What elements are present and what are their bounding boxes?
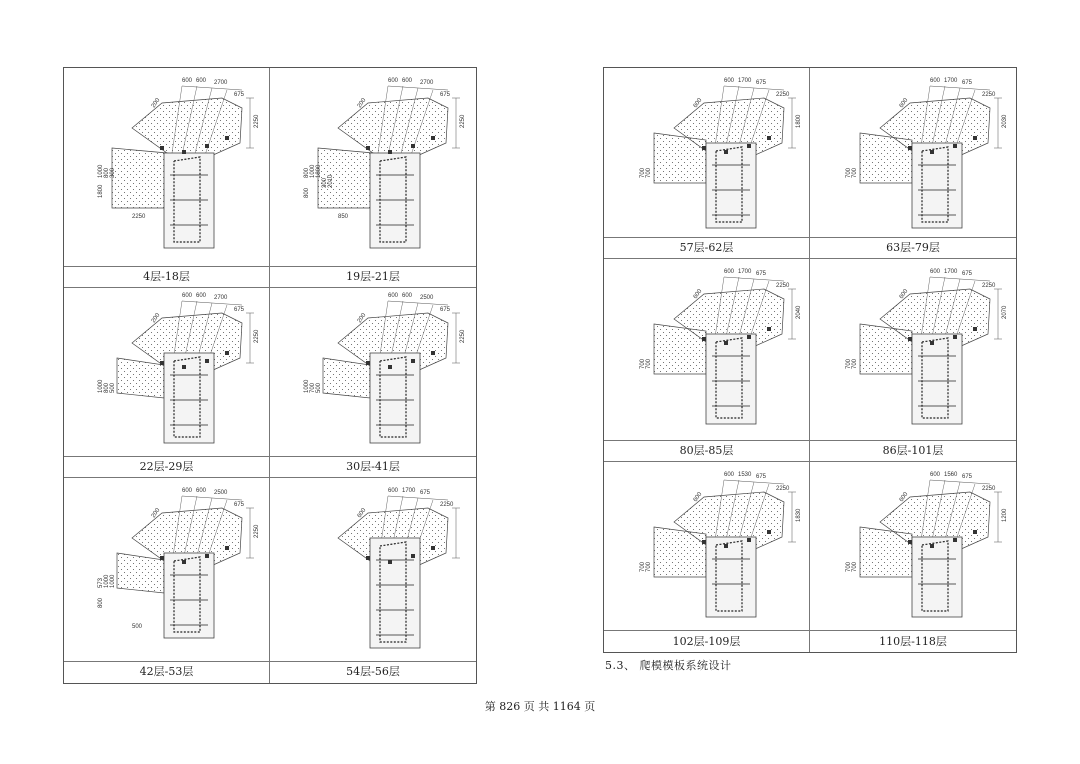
svg-text:1530: 1530 xyxy=(738,472,752,478)
svg-text:600: 600 xyxy=(182,293,193,299)
svg-text:700: 700 xyxy=(852,167,858,178)
svg-text:675: 675 xyxy=(962,474,973,480)
svg-text:700: 700 xyxy=(846,358,852,369)
svg-text:200: 200 xyxy=(150,312,162,325)
floor-plan-drawing xyxy=(810,68,1016,237)
svg-text:700: 700 xyxy=(646,561,652,572)
svg-text:600: 600 xyxy=(724,269,735,275)
svg-text:500: 500 xyxy=(110,382,116,393)
svg-text:800: 800 xyxy=(104,167,110,178)
svg-text:800: 800 xyxy=(104,382,110,393)
svg-text:1000: 1000 xyxy=(98,164,104,178)
svg-text:1800: 1800 xyxy=(316,164,322,178)
svg-text:1000: 1000 xyxy=(104,574,110,588)
svg-text:600: 600 xyxy=(724,472,735,478)
svg-text:800: 800 xyxy=(98,597,104,608)
left-table-divider xyxy=(64,266,476,267)
svg-text:2700: 2700 xyxy=(214,80,228,86)
svg-text:2010: 2010 xyxy=(328,174,334,188)
svg-text:675: 675 xyxy=(962,80,973,86)
svg-text:2250: 2250 xyxy=(254,524,260,538)
svg-text:600: 600 xyxy=(898,491,910,504)
floor-plan-drawing xyxy=(604,68,809,237)
svg-text:600: 600 xyxy=(898,97,910,110)
svg-text:700: 700 xyxy=(646,167,652,178)
floor-plan-drawing xyxy=(604,259,809,440)
svg-text:1800: 1800 xyxy=(98,184,104,198)
svg-text:2250: 2250 xyxy=(982,486,996,492)
svg-text:2250: 2250 xyxy=(460,329,466,343)
svg-text:675: 675 xyxy=(440,307,451,313)
svg-text:1700: 1700 xyxy=(944,269,958,275)
svg-text:1830: 1830 xyxy=(796,508,802,522)
svg-text:200: 200 xyxy=(356,97,368,110)
page-footer: 第 826 页 共 1164 页 xyxy=(484,700,596,713)
drawing-caption: 19层-21层 xyxy=(346,270,400,283)
svg-text:600: 600 xyxy=(182,488,193,494)
svg-text:1560: 1560 xyxy=(944,472,958,478)
svg-text:600: 600 xyxy=(930,472,941,478)
svg-text:2700: 2700 xyxy=(214,295,228,301)
svg-text:2250: 2250 xyxy=(982,92,996,98)
svg-text:675: 675 xyxy=(234,502,245,508)
svg-text:200: 200 xyxy=(150,97,162,110)
svg-text:600: 600 xyxy=(402,293,413,299)
svg-text:600: 600 xyxy=(196,293,207,299)
svg-text:850: 850 xyxy=(338,214,349,220)
svg-text:600: 600 xyxy=(388,293,399,299)
floor-plan-drawing xyxy=(64,288,269,456)
svg-text:2500: 2500 xyxy=(214,490,228,496)
svg-text:600: 600 xyxy=(692,288,704,301)
svg-text:700: 700 xyxy=(646,358,652,369)
drawing-caption: 80层-85层 xyxy=(679,444,734,457)
floor-plan-drawing xyxy=(270,68,476,266)
left-table-divider xyxy=(64,661,476,662)
svg-text:1000: 1000 xyxy=(110,574,116,588)
svg-text:700: 700 xyxy=(310,382,316,393)
svg-text:2250: 2250 xyxy=(982,283,996,289)
svg-text:1000: 1000 xyxy=(98,379,104,393)
svg-text:200: 200 xyxy=(150,507,162,520)
section-title: 5.3、 爬模模板系统设计 xyxy=(605,659,732,672)
svg-text:600: 600 xyxy=(898,288,910,301)
svg-text:600: 600 xyxy=(388,78,399,84)
floor-plan-drawing xyxy=(64,478,269,661)
right-table-divider xyxy=(604,237,1016,238)
svg-text:675: 675 xyxy=(756,271,767,277)
svg-text:700: 700 xyxy=(846,167,852,178)
drawing-caption: 110层-118层 xyxy=(879,635,947,648)
svg-text:500: 500 xyxy=(316,382,322,393)
floor-plan-drawing xyxy=(64,68,269,266)
svg-text:675: 675 xyxy=(234,307,245,313)
svg-text:675: 675 xyxy=(234,92,245,98)
svg-text:800: 800 xyxy=(304,187,310,198)
svg-text:1700: 1700 xyxy=(738,78,752,84)
svg-text:2250: 2250 xyxy=(254,114,260,128)
floor-plan-drawing xyxy=(270,478,476,661)
svg-text:2250: 2250 xyxy=(776,92,790,98)
svg-text:675: 675 xyxy=(962,271,973,277)
svg-text:800: 800 xyxy=(304,167,310,178)
svg-text:1200: 1200 xyxy=(1002,508,1008,522)
svg-text:600: 600 xyxy=(930,269,941,275)
drawing-caption: 4层-18层 xyxy=(143,270,190,283)
svg-text:2070: 2070 xyxy=(1002,305,1008,319)
svg-text:2250: 2250 xyxy=(440,502,454,508)
svg-text:300: 300 xyxy=(322,177,328,188)
svg-text:600: 600 xyxy=(196,488,207,494)
svg-text:600: 600 xyxy=(402,78,413,84)
svg-text:675: 675 xyxy=(420,490,431,496)
svg-text:200: 200 xyxy=(356,312,368,325)
svg-text:1800: 1800 xyxy=(796,114,802,128)
floor-plan-drawing xyxy=(604,462,809,630)
svg-text:2250: 2250 xyxy=(776,283,790,289)
svg-text:700: 700 xyxy=(640,358,646,369)
svg-text:700: 700 xyxy=(640,561,646,572)
svg-text:600: 600 xyxy=(356,507,368,520)
svg-text:2040: 2040 xyxy=(796,305,802,319)
svg-text:1000: 1000 xyxy=(310,164,316,178)
svg-text:600: 600 xyxy=(692,491,704,504)
svg-text:700: 700 xyxy=(846,561,852,572)
svg-text:2250: 2250 xyxy=(132,214,146,220)
svg-text:573: 573 xyxy=(98,577,104,588)
floor-plan-drawing xyxy=(810,259,1016,440)
drawing-caption: 86层-101层 xyxy=(882,444,944,457)
svg-text:500: 500 xyxy=(132,624,143,630)
svg-text:600: 600 xyxy=(930,78,941,84)
drawing-caption: 30层-41层 xyxy=(346,460,400,473)
floor-plan-drawing xyxy=(810,462,1016,630)
svg-text:2250: 2250 xyxy=(460,114,466,128)
svg-text:300: 300 xyxy=(110,167,116,178)
right-table-divider xyxy=(604,440,1016,441)
svg-text:675: 675 xyxy=(756,474,767,480)
svg-text:600: 600 xyxy=(182,78,193,84)
right-table-divider xyxy=(604,630,1016,631)
svg-text:600: 600 xyxy=(388,488,399,494)
floor-plan-drawing xyxy=(270,288,476,456)
svg-text:2700: 2700 xyxy=(420,80,434,86)
drawing-caption: 57层-62层 xyxy=(679,241,734,254)
drawing-caption: 42层-53层 xyxy=(139,665,194,678)
svg-text:600: 600 xyxy=(692,97,704,110)
svg-text:700: 700 xyxy=(852,561,858,572)
svg-text:2500: 2500 xyxy=(420,295,434,301)
svg-text:2030: 2030 xyxy=(1002,114,1008,128)
svg-text:600: 600 xyxy=(724,78,735,84)
svg-text:700: 700 xyxy=(640,167,646,178)
drawing-caption: 22层-29层 xyxy=(139,460,194,473)
svg-text:700: 700 xyxy=(852,358,858,369)
drawing-caption: 63层-79层 xyxy=(886,241,940,254)
left-table-divider xyxy=(64,456,476,457)
svg-text:1700: 1700 xyxy=(738,269,752,275)
drawing-caption: 102层-109层 xyxy=(672,635,741,648)
svg-text:2250: 2250 xyxy=(776,486,790,492)
svg-text:1000: 1000 xyxy=(304,379,310,393)
svg-text:600: 600 xyxy=(196,78,207,84)
svg-text:2250: 2250 xyxy=(254,329,260,343)
svg-text:675: 675 xyxy=(440,92,451,98)
svg-text:675: 675 xyxy=(756,80,767,86)
drawing-caption: 54层-56层 xyxy=(346,665,400,678)
svg-text:1700: 1700 xyxy=(402,488,416,494)
svg-text:1700: 1700 xyxy=(944,78,958,84)
